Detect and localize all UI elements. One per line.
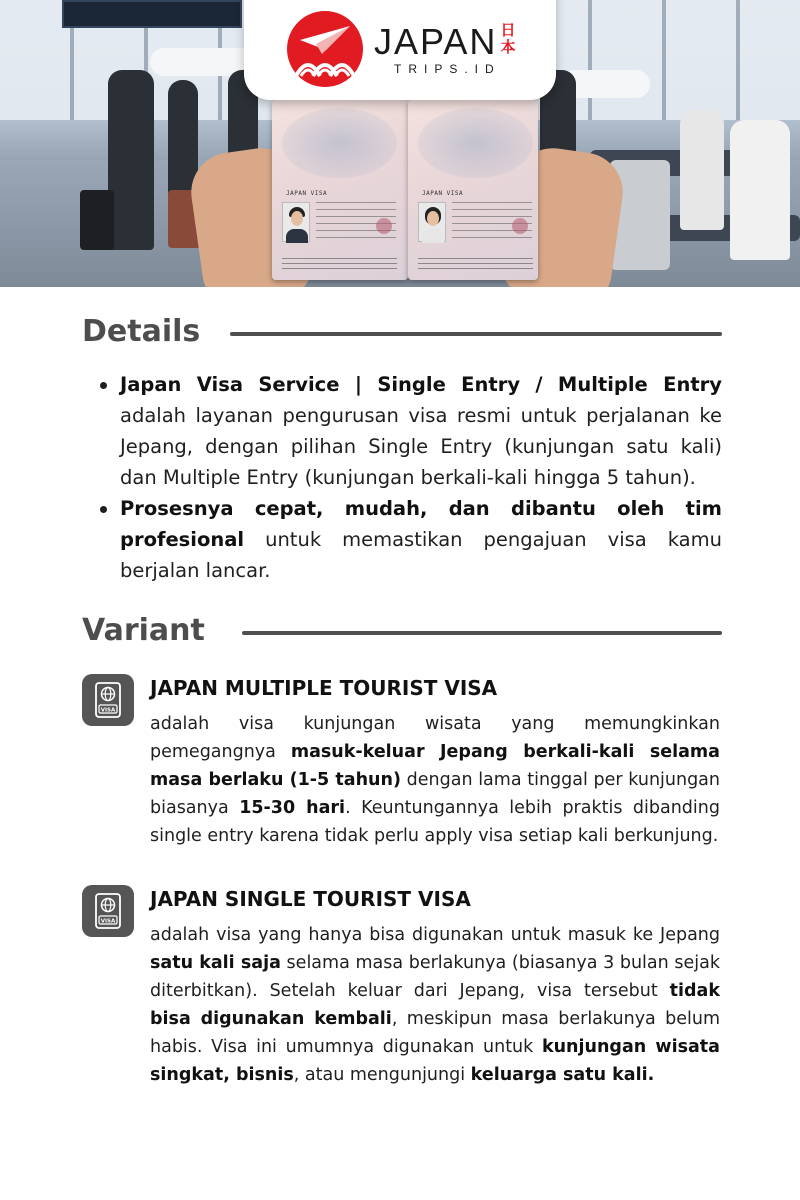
body-text: , atau mengunjungi [293, 1065, 471, 1085]
heading-divider [242, 631, 722, 635]
body-text: , meskipun masa berlakunya belum habis. Visa ini umumnya digunakan untuk [150, 1009, 720, 1057]
passport-visa-icon [82, 885, 134, 937]
details-item [96, 369, 722, 493]
japan-trips-logo-icon [286, 10, 364, 88]
visa-label: JAPAN VISA [286, 190, 328, 197]
details-item [96, 493, 722, 586]
bullet-icon [100, 506, 107, 513]
details-item-text: untuk memastikan pengajuan visa kamu berjalan lancar. [120, 528, 722, 582]
seal-icon [512, 218, 528, 234]
emphasis-text: keluarga satu kali. [470, 1065, 655, 1085]
passport-visa-icon [82, 674, 134, 726]
body-text: adalah visa yang hanya bisa digunakan untuk masuk ke Jepang [150, 925, 720, 945]
details-item-bold: Prosesnya cepat, mudah, dan dibantu oleh tim profesional [120, 497, 722, 551]
details-item-bold: Japan Visa Service | Single Entry / Multiple Entry [120, 373, 722, 396]
brand-name: JAPAN [374, 21, 498, 62]
seal-icon [376, 218, 392, 234]
body-text: adalah visa kunjungan wisata yang memungkinkan pemegangnya [150, 714, 720, 762]
variant-title-multiple: JAPAN MULTIPLE TOURIST VISA [150, 676, 498, 700]
brand-kanji: 日本 [500, 21, 516, 56]
variant-title-single: JAPAN SINGLE TOURIST VISA [150, 887, 471, 911]
passport-photo [418, 202, 446, 242]
variant-title: Variant [82, 613, 205, 648]
variant-heading [82, 611, 722, 651]
details-title: Details [82, 314, 201, 349]
brand-logo-card[interactable] [244, 0, 556, 100]
emphasis-text: satu kali saja [150, 953, 281, 973]
emphasis-text: masuk-keluar Jepang berkali-kali selama masa berlaku (1-5 tahun) [150, 742, 720, 790]
heading-divider [230, 332, 722, 336]
visa-label: JAPAN VISA [422, 190, 464, 197]
traveler [730, 120, 790, 260]
details-heading [82, 312, 722, 352]
flight-board [62, 0, 242, 28]
passport-photo [282, 202, 310, 242]
visa-icon-label: VISA [100, 918, 116, 925]
details-list [96, 369, 722, 586]
passport-visa-left [272, 100, 408, 280]
body-text: dengan lama tinggal per kunjungan biasanya [150, 770, 721, 818]
body-text: . Keuntungannya lebih praktis dibanding single entry karena tidak perlu apply visa setiap kali berkunjung. [150, 798, 720, 846]
traveler [108, 70, 154, 250]
suitcase [80, 190, 114, 250]
emphasis-text: tidak bisa digunakan kembali [150, 981, 720, 1029]
visa-icon-label: VISA [100, 707, 116, 714]
variant-desc-single [150, 921, 720, 1089]
traveler [680, 110, 724, 230]
brand-subname: TRIPS.ID [394, 62, 501, 76]
variant-desc-multiple [150, 710, 720, 850]
passport-visa-right [408, 100, 538, 280]
emphasis-text: kunjungan wisata singkat, bisnis [150, 1037, 720, 1085]
bullet-icon [100, 382, 107, 389]
emphasis-text: 15-30 hari [239, 798, 346, 818]
details-item-text: adalah layanan pengurusan visa resmi untuk perjalanan ke Jepang, dengan pilihan Single Entry (kunjungan satu kali) dan Multiple Entry (kunjungan berkali-kali hingga 5 tahun). [120, 404, 722, 489]
body-text: selama masa berlakunya (biasanya 3 bulan sejak diterbitkan). Setelah keluar dari Jepang, visa tersebut [150, 953, 720, 1001]
